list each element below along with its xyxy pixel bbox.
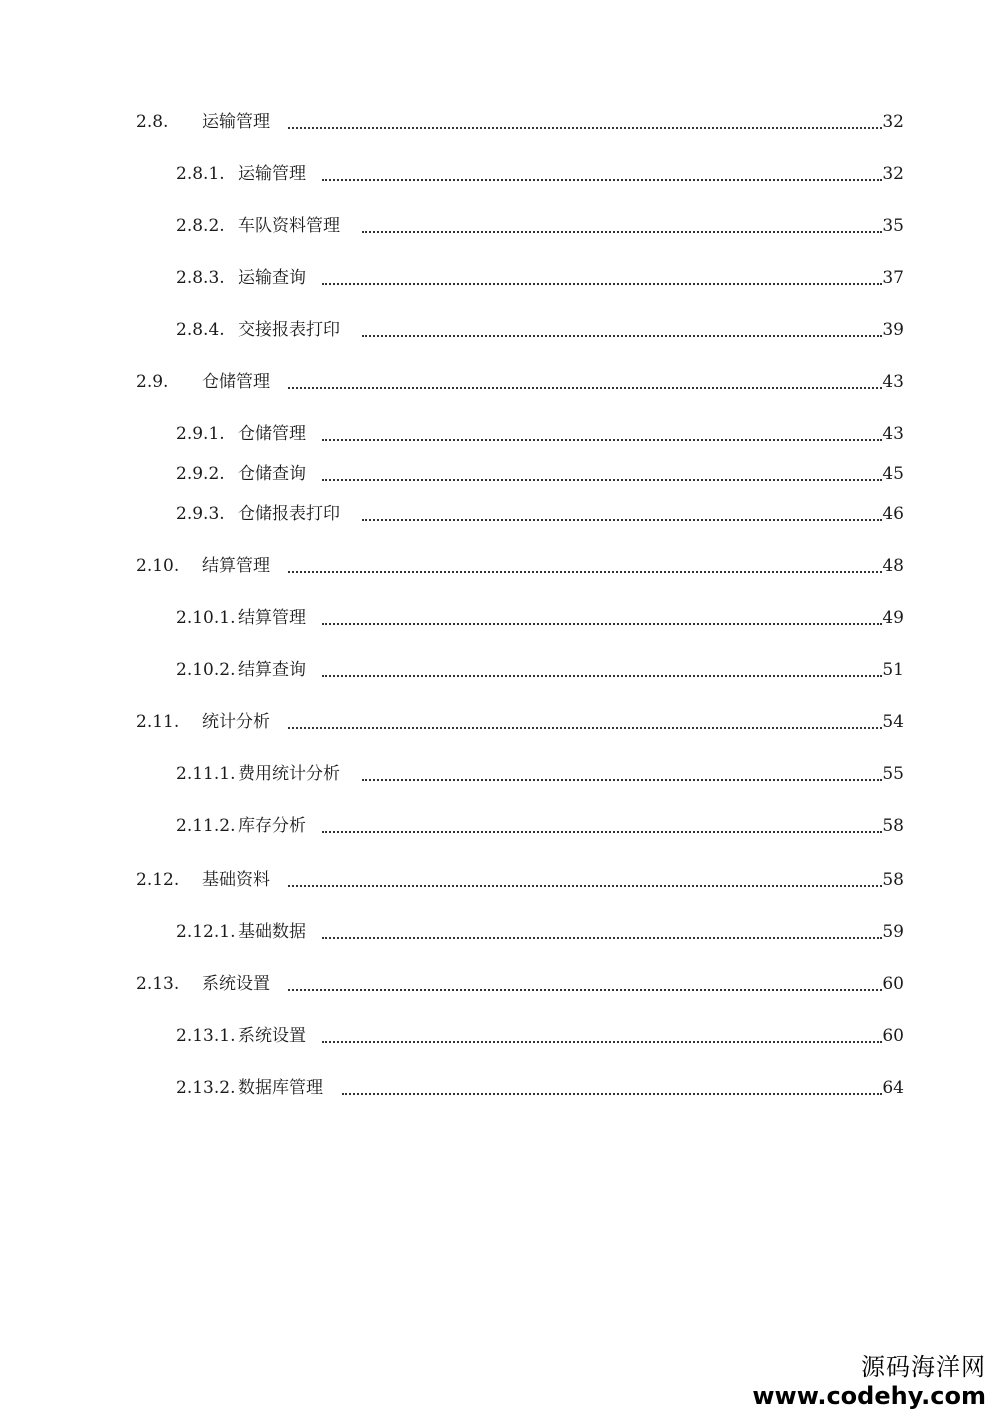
toc-page-number: 51 xyxy=(882,660,904,680)
watermark-url: www.codehy.com xyxy=(752,1382,986,1410)
toc-page-number: 32 xyxy=(882,112,904,132)
toc-entry-2-8-4[interactable] xyxy=(0,318,1000,342)
toc-number: 2.8.2. xyxy=(176,216,225,236)
toc-entry-2-10-1[interactable] xyxy=(0,606,1000,630)
toc-title: 基础数据 xyxy=(238,922,306,942)
dot-leader xyxy=(322,1041,882,1043)
toc-entry-2-8-1[interactable] xyxy=(0,162,1000,186)
toc-entry-2-9[interactable] xyxy=(0,370,1000,394)
dot-leader xyxy=(362,519,882,521)
watermark-site-name: 源码海洋网 xyxy=(861,1353,986,1381)
toc-page-number: 58 xyxy=(882,870,904,890)
toc-title: 仓储管理 xyxy=(202,372,270,392)
dot-leader xyxy=(322,283,882,285)
dot-leader xyxy=(288,571,882,573)
toc-number: 2.13. xyxy=(136,974,180,994)
dot-leader xyxy=(362,779,882,781)
toc-page-number: 43 xyxy=(882,372,904,392)
toc-number: 2.11.1. xyxy=(176,764,236,784)
dot-leader xyxy=(322,439,882,441)
toc-page-number: 35 xyxy=(882,216,904,236)
toc-entry-2-11-1[interactable] xyxy=(0,762,1000,786)
toc-title: 结算管理 xyxy=(202,556,270,576)
toc-entry-2-9-2[interactable] xyxy=(0,462,1000,486)
toc-page-number: 45 xyxy=(882,464,904,484)
toc-title: 仓储管理 xyxy=(238,424,306,444)
toc-page-number: 43 xyxy=(882,424,904,444)
toc-number: 2.13.1. xyxy=(176,1026,236,1046)
toc-title: 费用统计分析 xyxy=(238,764,340,784)
toc-page-number: 32 xyxy=(882,164,904,184)
toc-title: 运输查询 xyxy=(238,268,306,288)
toc-page-number: 37 xyxy=(882,268,904,288)
toc-entry-2-12[interactable] xyxy=(0,868,1000,892)
toc-number: 2.8.1. xyxy=(176,164,225,184)
toc-entry-2-8-3[interactable] xyxy=(0,266,1000,290)
toc-entry-2-8-2[interactable] xyxy=(0,214,1000,238)
toc-page-number: 60 xyxy=(882,974,904,994)
toc-entry-2-8[interactable] xyxy=(0,110,1000,134)
watermark xyxy=(752,1352,986,1410)
dot-leader xyxy=(322,623,882,625)
toc-entry-2-12-1[interactable] xyxy=(0,920,1000,944)
dot-leader xyxy=(322,675,882,677)
dot-leader xyxy=(322,479,882,481)
toc-entry-2-13-1[interactable] xyxy=(0,1024,1000,1048)
toc-entry-2-10-2[interactable] xyxy=(0,658,1000,682)
toc-title: 结算管理 xyxy=(238,608,306,628)
dot-leader xyxy=(288,127,882,129)
toc-number: 2.9. xyxy=(136,372,169,392)
toc-page-number: 58 xyxy=(882,816,904,836)
toc-number: 2.10.2. xyxy=(176,660,236,680)
toc-number: 2.8.4. xyxy=(176,320,225,340)
dot-leader xyxy=(288,387,882,389)
toc-entry-2-10[interactable] xyxy=(0,554,1000,578)
dot-leader xyxy=(322,831,882,833)
toc-number: 2.12. xyxy=(136,870,180,890)
toc-page-number: 49 xyxy=(882,608,904,628)
toc-title: 运输管理 xyxy=(202,112,270,132)
toc-title: 仓储查询 xyxy=(238,464,306,484)
toc-title: 统计分析 xyxy=(202,712,270,732)
dot-leader xyxy=(362,231,882,233)
toc-entry-2-11-2[interactable] xyxy=(0,814,1000,838)
toc-title: 交接报表打印 xyxy=(238,320,340,340)
dot-leader xyxy=(288,727,882,729)
toc-number: 2.12.1. xyxy=(176,922,236,942)
dot-leader xyxy=(342,1093,882,1095)
toc-page-number: 46 xyxy=(882,504,904,524)
toc-number: 2.11.2. xyxy=(176,816,236,836)
toc-title: 结算查询 xyxy=(238,660,306,680)
dot-leader xyxy=(322,937,882,939)
toc-page-number: 59 xyxy=(882,922,904,942)
toc-entry-2-11[interactable] xyxy=(0,710,1000,734)
toc-title: 车队资料管理 xyxy=(238,216,340,236)
toc-title: 运输管理 xyxy=(238,164,306,184)
toc-number: 2.9.3. xyxy=(176,504,225,524)
dot-leader xyxy=(288,885,882,887)
toc-title: 仓储报表打印 xyxy=(238,504,340,524)
toc-entry-2-9-3[interactable] xyxy=(0,502,1000,526)
toc-number: 2.9.2. xyxy=(176,464,225,484)
toc-title: 库存分析 xyxy=(238,816,306,836)
toc-page-number: 60 xyxy=(882,1026,904,1046)
toc-title: 基础资料 xyxy=(202,870,270,890)
toc-title: 数据库管理 xyxy=(238,1078,323,1098)
toc-page-number: 55 xyxy=(882,764,904,784)
toc-page-number: 48 xyxy=(882,556,904,576)
toc-number: 2.10.1. xyxy=(176,608,236,628)
toc-number: 2.11. xyxy=(136,712,180,732)
toc-page-number: 64 xyxy=(882,1078,904,1098)
toc-entry-2-9-1[interactable] xyxy=(0,422,1000,446)
toc-entry-2-13-2[interactable] xyxy=(0,1076,1000,1100)
toc-number: 2.8.3. xyxy=(176,268,225,288)
toc-entry-2-13[interactable] xyxy=(0,972,1000,996)
dot-leader xyxy=(322,179,882,181)
toc-number: 2.8. xyxy=(136,112,169,132)
toc-title: 系统设置 xyxy=(202,974,270,994)
dot-leader xyxy=(362,335,882,337)
dot-leader xyxy=(288,989,882,991)
toc-number: 2.10. xyxy=(136,556,180,576)
toc-number: 2.13.2. xyxy=(176,1078,236,1098)
toc-title: 系统设置 xyxy=(238,1026,306,1046)
toc-number: 2.9.1. xyxy=(176,424,225,444)
toc-page-number: 39 xyxy=(882,320,904,340)
toc-page-number: 54 xyxy=(882,712,904,732)
